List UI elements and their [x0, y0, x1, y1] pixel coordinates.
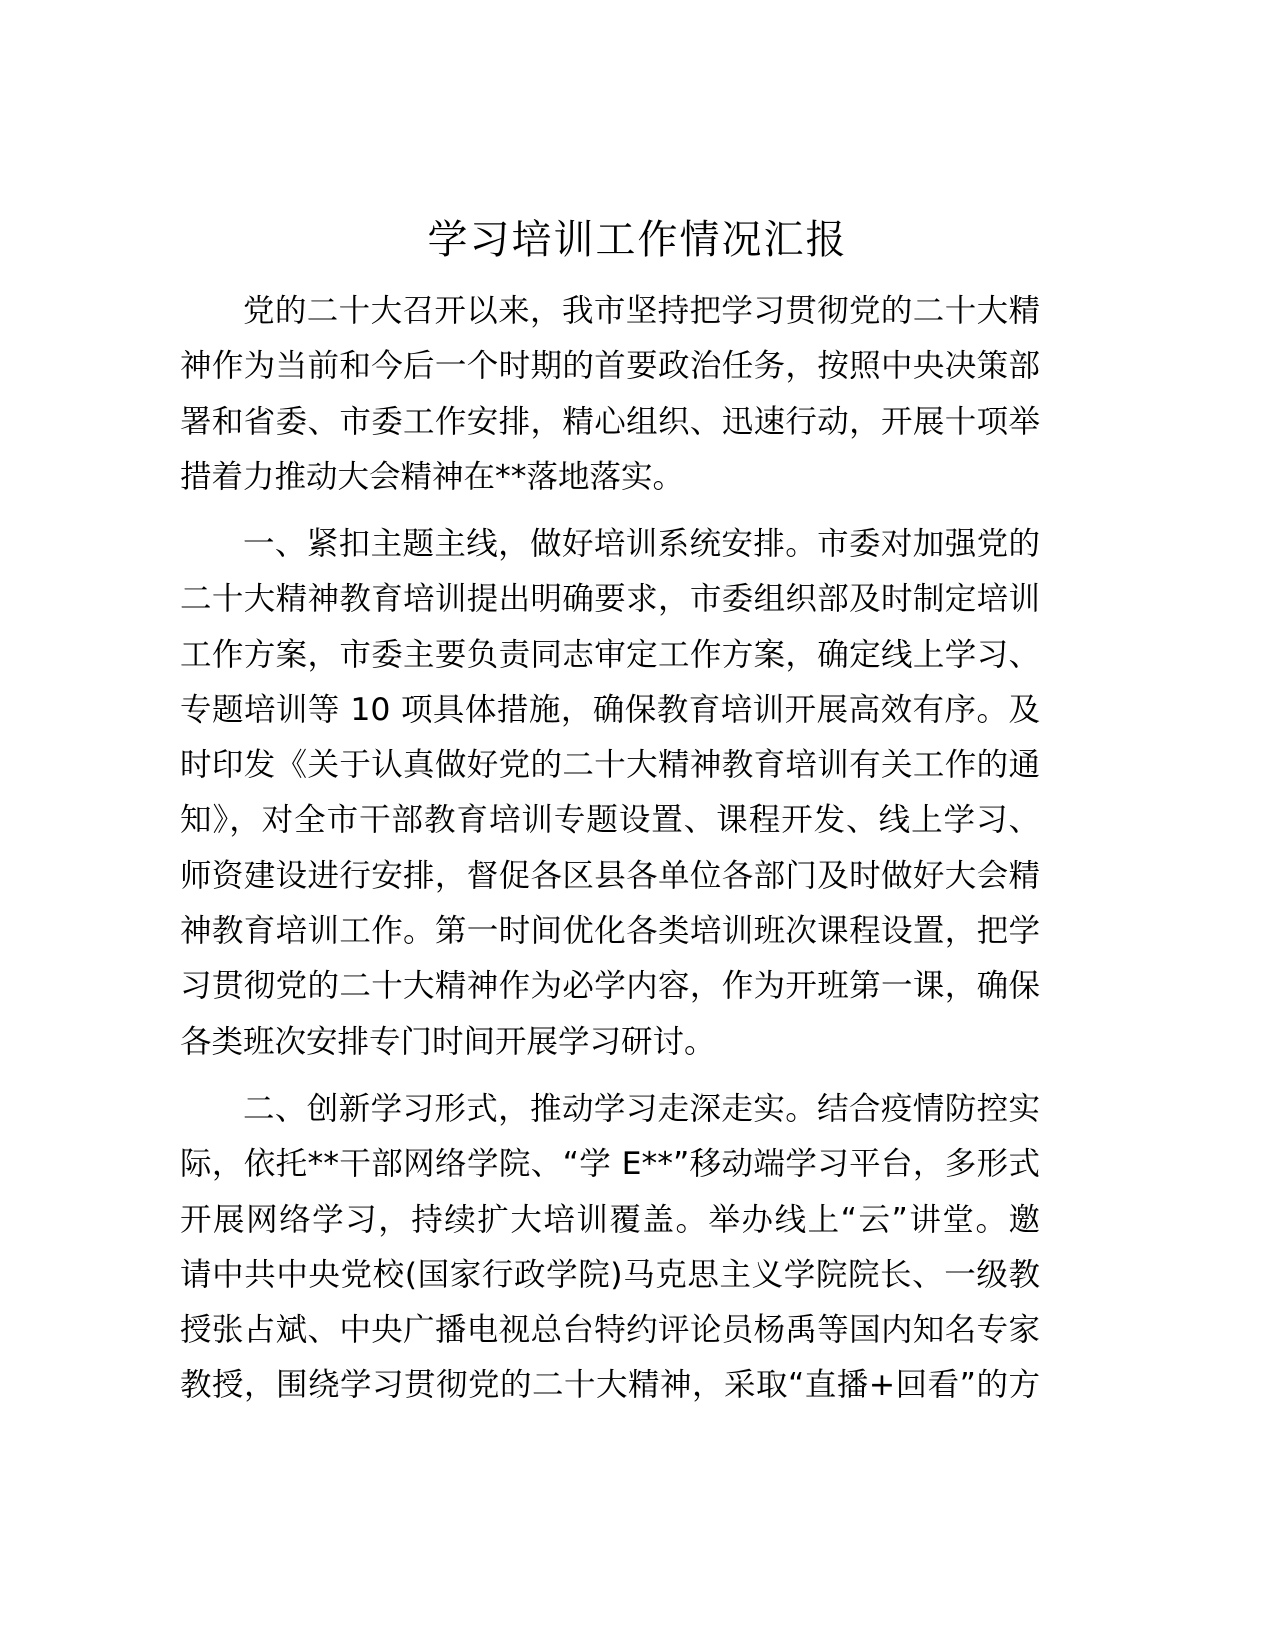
paragraph-line: 请中共中央党校(国家行政学院)马克思主义学院院长、一级教: [180, 1256, 1040, 1293]
paragraph-line: 师资建设进行安排，督促各区县各单位各部门及时做好大会精: [180, 857, 1040, 894]
document-title: 学习培训工作情况汇报: [427, 217, 848, 263]
paragraph-line: 各类班次安排专门时间开展学习研讨。: [180, 1023, 716, 1060]
paragraph-line: 二、创新学习形式，推动学习走深走实。结合疫情防控实: [243, 1091, 1040, 1127]
paragraph-section-two: [180, 1082, 1040, 1414]
paragraph-section-one: [180, 517, 1040, 1070]
paragraph-line: 际，依托**干部网络学院、“学 E**”移动端学习平台，多形式: [180, 1146, 1040, 1183]
paragraph-line: 开展网络学习，持续扩大培训覆盖。举办线上“云”讲堂。邀: [180, 1201, 1040, 1238]
paragraph-line: 习贯彻党的二十大精神作为必学内容，作为开班第一课，确保: [180, 968, 1040, 1005]
paragraph-line: 措着力推动大会精神在**落地落实。: [180, 458, 685, 495]
paragraph-line: 署和省委、市委工作安排，精心组织、迅速行动，开展十项举: [180, 403, 1040, 440]
paragraph-intro: [180, 284, 1040, 505]
paragraph-line: 党的二十大召开以来，我市坚持把学习贯彻党的二十大精: [243, 293, 1040, 329]
paragraph-line: 教授，围绕学习贯彻党的二十大精神，采取“直播+回看”的方: [180, 1367, 1040, 1404]
paragraph-line: 神作为当前和今后一个时期的首要政治任务，按照中央决策部: [180, 348, 1040, 385]
paragraph-line: 神教育培训工作。第一时间优化各类培训班次课程设置，把学: [180, 913, 1040, 950]
paragraph-line: 工作方案，市委主要负责同志审定工作方案，确定线上学习、: [180, 636, 1040, 673]
paragraph-line: 授张占斌、中央广播电视总台特约评论员杨禹等国内知名专家: [180, 1312, 1040, 1349]
paragraph-line: 知》，对全市干部教育培训专题设置、课程开发、线上学习、: [180, 802, 1040, 839]
paragraph-line: 二十大精神教育培训提出明确要求，市委组织部及时制定培训: [180, 581, 1040, 618]
paragraph-line: 时印发《关于认真做好党的二十大精神教育培训有关工作的通: [180, 747, 1040, 784]
paragraph-line: 一、紧扣主题主线，做好培训系统安排。市委对加强党的: [243, 526, 1040, 562]
paragraph-line: 专题培训等 10 项具体措施，确保教育培训开展高效有序。及: [180, 691, 1040, 728]
